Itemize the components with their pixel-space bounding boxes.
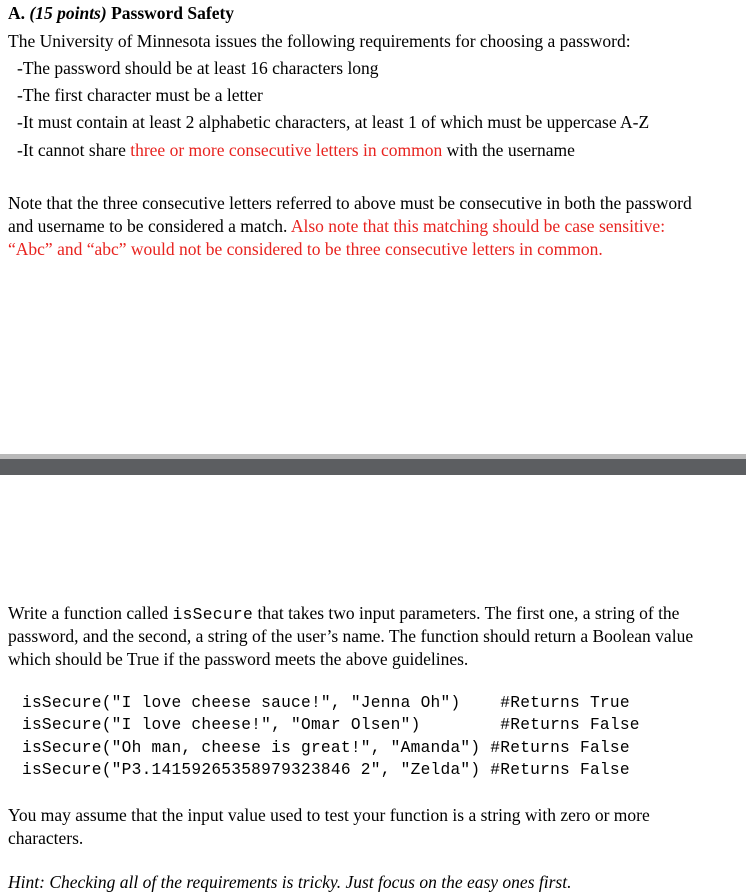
assume-line-2: characters. (8, 828, 84, 848)
section-letter: A. (8, 3, 26, 23)
section-heading (8, 3, 234, 23)
task-line-1-post: that takes two input parameters. The first one, a string of the (253, 603, 680, 623)
note-line-2 (8, 216, 665, 236)
intro-text: The University of Minnesota issues the following requirements for choosing a password: (8, 31, 631, 51)
page-separator-dark (0, 459, 746, 475)
section-title: Password Safety (111, 3, 235, 23)
example-4: isSecure("P3.14159265358979323846 2", "Zelda") #Returns False (22, 761, 630, 779)
section-points: (15 points) (29, 3, 107, 23)
requirement-4-pre: -It cannot share (17, 140, 131, 160)
requirement-3: -It must contain at least 2 alphabetic characters, at least 1 of which must be uppercase A-Z (17, 112, 650, 132)
example-2: isSecure("I love cheese!", "Omar Olsen") #Returns False (22, 716, 640, 734)
note-line-1: Note that the three consecutive letters referred to above must be consecutive in both the password (8, 193, 692, 213)
note-line-2-red: Also note that this matching should be case sensitive: (290, 216, 666, 236)
requirement-4-post: with the username (442, 140, 575, 160)
task-line-1-pre: Write a function called (8, 603, 173, 623)
requirement-4-highlight: three or more consecutive letters in common (130, 140, 443, 160)
task-line-1 (8, 603, 679, 625)
requirement-4 (17, 140, 575, 160)
example-3: isSecure("Oh man, cheese is great!", "Amanda") #Returns False (22, 739, 630, 757)
example-1: isSecure("I love cheese sauce!", "Jenna Oh") #Returns True (22, 694, 630, 712)
requirement-2: -The first character must be a letter (17, 85, 263, 105)
hint-text: Hint: Checking all of the requirements is tricky. Just focus on the easy ones first. (8, 872, 572, 892)
note-line-2-black: and username to be considered a match. (8, 216, 291, 236)
requirement-1: -The password should be at least 16 characters long (17, 58, 379, 78)
note-line-3: “Abc” and “abc” would not be considered to be three consecutive letters in common. (8, 239, 603, 259)
function-name-code: isSecure (172, 605, 254, 624)
task-line-2: password, and the second, a string of the user’s name. The function should return a Boolean value (8, 626, 694, 646)
assume-line-1: You may assume that the input value used to test your function is a string with zero or more (8, 805, 650, 825)
task-line-3: which should be True if the password meets the above guidelines. (8, 649, 469, 669)
